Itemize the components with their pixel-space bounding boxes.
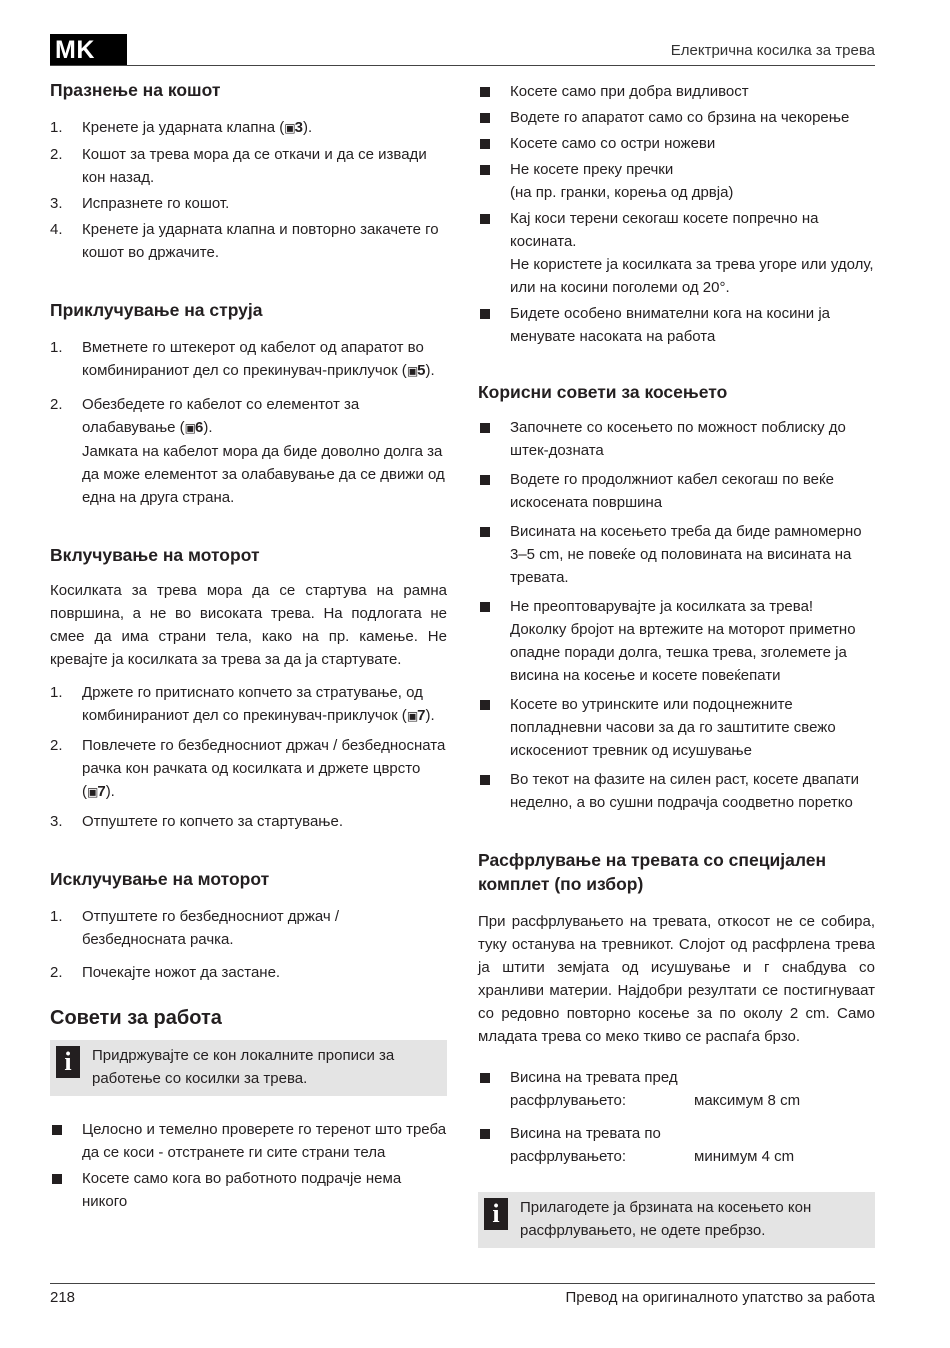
bullet-icon — [480, 165, 490, 175]
list-item — [478, 468, 875, 514]
step-text: Кошот за трева мора да се откачи и да се извади кон назад. — [82, 146, 427, 186]
step-text: Почекајте ножот да застане. — [82, 964, 281, 981]
step-number: 1. — [50, 908, 63, 925]
page-header — [50, 34, 875, 66]
bullet-text: Бидете особено внимателни кога на косини ја менувате насоката на работа — [510, 305, 831, 345]
section-title-start-motor: Вклучување на моторот — [50, 545, 260, 565]
step-text: ). — [425, 707, 435, 724]
list-item — [50, 143, 447, 189]
list-item — [478, 302, 875, 348]
footer-title: Превод на оригиналното упатство за работа — [565, 1289, 875, 1306]
bullet-icon — [480, 527, 490, 537]
figure-ref: 7 — [417, 707, 426, 724]
bullet-icon — [480, 1073, 490, 1083]
bullet-text: Косете во утринските или подоцнежните попладневни часови за да го заштитите свежо искосениот тревник од исушување — [510, 696, 836, 759]
bullet-icon — [480, 775, 490, 785]
info-note — [478, 1192, 875, 1248]
camera-icon: ▣ — [284, 121, 295, 135]
list-item — [50, 734, 447, 804]
list-item — [50, 218, 447, 264]
info-text: Прилагодете ја брзината на косењето кон расфрлувањето, не одете пребрзо. — [520, 1199, 812, 1239]
info-note — [50, 1040, 447, 1096]
list-item — [50, 1118, 447, 1164]
spec-item — [478, 1122, 875, 1168]
step-text: Повлечете го безбедносниот држач / безбедносната рачка кон рачката од косилката и држете цврсто ( — [82, 737, 446, 800]
step-text: Испразнете го кошот. — [82, 195, 230, 212]
list-item — [478, 693, 875, 762]
step-number: 1. — [50, 684, 63, 701]
section-title-power: Приклучување на струја — [50, 300, 263, 320]
bullet-text: Висината на косењето треба да биде рамномерно 3–5 cm, не повеќе од половината на висината на тревата. — [510, 523, 862, 586]
bullet-icon — [52, 1174, 62, 1184]
bullet-icon — [480, 602, 490, 612]
bullet-text: Косете само со остри ножеви — [510, 135, 716, 152]
step-text: Отпуштете го копчето за стартување. — [82, 813, 343, 830]
spec-value: минимум 4 cm — [694, 1148, 795, 1165]
list-item — [50, 681, 447, 728]
step-number: 1. — [50, 339, 63, 356]
header-title: Електрична косилка за трева — [670, 42, 875, 59]
page-footer — [50, 1283, 875, 1306]
step-text: Вметнете го штекерот од кабелот од апаратот во комбинираниот дел со прекинувач-приклучок ( — [82, 339, 424, 379]
footer-divider — [50, 1283, 875, 1284]
header-divider — [50, 65, 875, 66]
stop-motor-steps — [50, 905, 447, 984]
camera-icon: ▣ — [406, 364, 418, 378]
list-item — [50, 192, 447, 215]
bullet-icon — [480, 700, 490, 710]
power-steps — [50, 336, 447, 509]
spec-item — [478, 1066, 875, 1112]
list-item — [50, 1167, 447, 1213]
step-number: 2. — [50, 964, 63, 981]
step-number: 1. — [50, 119, 63, 136]
step-number: 3. — [50, 195, 63, 212]
start-motor-steps — [50, 681, 447, 833]
list-item — [478, 106, 875, 129]
step-text: ). — [425, 362, 435, 379]
section-title-stop-motor: Исклучување на моторот — [50, 869, 270, 889]
camera-icon: ▣ — [87, 785, 98, 799]
list-item — [478, 595, 875, 687]
section-title-mowing-tips: Корисни совети за косењето — [478, 382, 728, 402]
spec-label: Висина на тревата пред расфрлувањето: — [510, 1069, 678, 1109]
language-badge: MK — [50, 34, 127, 66]
bullet-text: Не косете преку пречки — [510, 161, 674, 178]
figure-ref: 5 — [417, 362, 426, 379]
spec-value: максимум 8 cm — [694, 1092, 801, 1109]
info-icon: i — [56, 1046, 80, 1078]
list-item — [478, 416, 875, 462]
mulching-specs — [478, 1066, 875, 1168]
start-motor-paragraph: Косилката за трева мора да се стартува на рамна површина, а не во високата трева. На подлогата не смее да има страни тела, како на пр. камење. Не кревајте ја косилката за трева за да ја стартувате. — [50, 582, 447, 668]
info-icon: i — [484, 1198, 508, 1230]
bullet-text: Доколку бројот на вртежите на моторот приметно опадне поради долга, тешка трева, зголемете ја висина на косење и косете повеќепати — [510, 621, 856, 684]
figure-ref: 3 — [294, 119, 303, 136]
list-item — [478, 132, 875, 155]
spec-label: Висина на тревата по расфрлувањето: — [510, 1125, 661, 1165]
bullet-icon — [480, 214, 490, 224]
figure-ref: 6 — [195, 419, 204, 436]
bullet-text: (на пр. гранки, корења од дрвја) — [510, 184, 734, 201]
step-text: Кренете ја ударната клапна ( — [82, 119, 285, 136]
list-item — [478, 158, 875, 204]
bullet-icon — [480, 309, 490, 319]
step-text: ). — [203, 419, 213, 436]
step-number: 2. — [50, 396, 63, 413]
bullet-icon — [480, 87, 490, 97]
info-text: Придржувајте се кон локалните прописи за работење со косилки за трева. — [92, 1047, 395, 1087]
step-note: Јамката на кабелот мора да биде доволно долга за да може елементот за олабавување да се движи од една на друга страна. — [82, 443, 445, 506]
bullet-text: Во текот на фазите на силен раст, косете двапати неделно, а во сушни подрачја соодветно поретко — [510, 771, 859, 811]
bullet-text: Водете го апаратот само со брзина на чекорење — [510, 109, 850, 126]
list-item — [50, 905, 447, 951]
figure-ref: 7 — [97, 783, 106, 800]
bullet-icon — [480, 139, 490, 149]
right-column — [478, 78, 875, 1248]
list-item — [478, 80, 875, 103]
bullet-icon — [480, 475, 490, 485]
step-number: 2. — [50, 146, 63, 163]
bullet-text: Косете само при добра видливост — [510, 83, 749, 100]
camera-icon: ▣ — [406, 709, 418, 723]
bullet-icon — [480, 1129, 490, 1139]
step-text: Отпуштете го безбедносниот држач / безбедносната рачка. — [82, 908, 340, 948]
bullet-text: Започнете со косењето по можност поблиску до штек-дозната — [510, 419, 846, 459]
list-item — [478, 768, 875, 814]
step-number: 3. — [50, 813, 63, 830]
list-item — [478, 207, 875, 299]
section-title-work-tips: Совети за работа — [50, 1007, 222, 1029]
bullet-icon — [52, 1125, 62, 1135]
list-item — [478, 520, 875, 589]
camera-icon: ▣ — [184, 421, 196, 435]
bullet-icon — [480, 423, 490, 433]
section-title-mulching: Расфрлување на тревата со специјален комплет (по избор) — [478, 850, 827, 894]
list-item — [50, 961, 447, 984]
list-item — [50, 116, 447, 140]
work-tips-continued — [478, 80, 875, 348]
list-item — [50, 336, 447, 383]
step-text: Кренете ја ударната клапна и повторно закачете го кошот во држачите. — [82, 221, 439, 261]
list-item — [50, 810, 447, 833]
step-number: 4. — [50, 221, 63, 238]
section-title-empty-basket: Празнење на кошот — [50, 80, 221, 100]
step-text: Држете го притиснато копчето за стратување, од комбинираниот дел со прекинувач-приклучок ( — [82, 684, 423, 724]
bullet-text: Не преоптоварувајте ја косилката за трева! — [510, 598, 814, 615]
step-text: Обезбедете го кабелот со елементот за олабавување ( — [82, 396, 360, 436]
bullet-icon — [480, 113, 490, 123]
empty-basket-steps — [50, 116, 447, 264]
mulching-paragraph: При расфрлувањето на тревата, откосот не се собира, туку останува на тревникот. Слојот од расфрлена трева ја штити земјата од исушување и г снабдува со хранливи материи. Најдобри резултати се постигнуваат со редовно повторно косење за по околу 2 cm. Само младата трева со меко ткиво се распаѓа брзо. — [478, 913, 875, 1045]
bullet-text: Целосно и темелно проверете го теренот што треба да се коси - отстранете ги сите страни тела — [82, 1121, 447, 1161]
left-column — [50, 78, 447, 1213]
list-item — [50, 393, 447, 509]
page-number: 218 — [50, 1289, 76, 1306]
bullet-text: Косете само кога во работното подрачје нема никого — [82, 1170, 402, 1210]
step-text: ). — [302, 119, 313, 136]
step-number: 2. — [50, 737, 63, 754]
work-tips-list — [50, 1118, 447, 1213]
bullet-text: Кај коси терени секогаш косете попречно на косината. — [510, 210, 819, 250]
bullet-text: Не користете ја косилката за трева угоре или удолу, или на косини поголеми од 20°. — [510, 256, 874, 296]
mowing-tips-list — [478, 416, 875, 814]
step-text: ). — [105, 783, 115, 800]
bullet-text: Водете го продолжниот кабел секогаш по веќе искосената површина — [510, 471, 834, 511]
